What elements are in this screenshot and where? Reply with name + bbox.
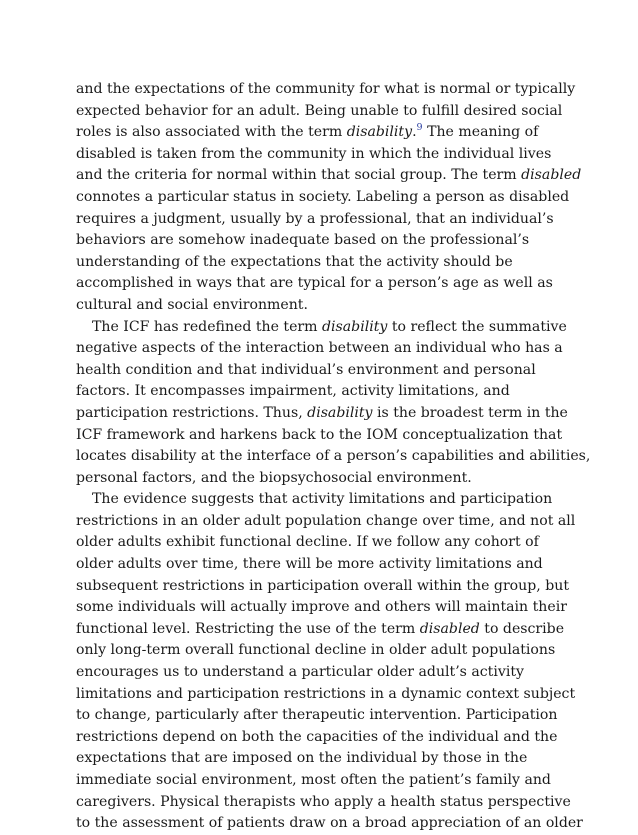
text-segment: limitations and participation restrictions in a dynamic context subject xyxy=(76,685,576,702)
text-segment: to reflect the summative xyxy=(387,318,567,335)
text-segment: accomplished in ways that are typical for a person’s age as well as xyxy=(76,275,553,292)
text-line xyxy=(76,101,566,123)
text-line xyxy=(76,381,566,403)
paragraph-3 xyxy=(76,489,583,835)
text-line xyxy=(76,792,571,814)
paragraph-2 xyxy=(76,317,591,490)
text-line xyxy=(76,554,566,576)
text-line xyxy=(76,144,566,166)
text-line xyxy=(76,489,566,511)
text-segment: caregivers. Physical therapists who apply a health status perspective xyxy=(76,793,571,810)
text-segment: understanding of the expectations that the activity should be xyxy=(76,253,513,270)
text-line xyxy=(76,230,566,252)
text-line xyxy=(76,619,566,641)
text-segment: to describe xyxy=(479,620,565,637)
italic-term: disability xyxy=(346,124,413,141)
text-segment: to change, particularly after therapeutic intervention. Participation xyxy=(76,707,558,724)
text-segment: restrictions in an older adult population change over time, and not all xyxy=(76,512,576,529)
text-segment: cultural and social environment. xyxy=(76,296,308,313)
text-line xyxy=(76,748,566,770)
text-segment: subsequent restrictions in participation overall within the group, but xyxy=(76,577,569,594)
text-line xyxy=(76,187,570,209)
text-line xyxy=(76,684,576,706)
text-segment: The ICF has redefined the term xyxy=(92,318,323,335)
document-page xyxy=(76,79,591,835)
text-line xyxy=(76,770,566,792)
text-line xyxy=(76,640,566,662)
text-segment: and the expectations of the community for what is normal or typically xyxy=(76,81,576,97)
text-line xyxy=(76,209,566,231)
italic-term: disability xyxy=(307,404,373,421)
text-segment: expected behavior for an adult. Being unable to fulfill desired social xyxy=(76,102,563,119)
text-line xyxy=(76,662,566,684)
text-segment: The meaning of xyxy=(422,124,539,141)
text-line xyxy=(76,705,566,727)
text-segment: locates disability at the interface of a person’s capabilities and abilities, xyxy=(76,448,591,465)
text-line xyxy=(76,295,566,317)
text-line xyxy=(76,403,566,425)
text-line xyxy=(76,165,582,187)
text-segment: roles is also associated with the term xyxy=(76,124,347,141)
text-line xyxy=(76,360,566,382)
text-segment: health condition and that individual’s environment and personal xyxy=(76,361,536,378)
italic-term: disabled xyxy=(419,620,480,637)
text-segment: ICF framework and harkens back to the IOM conceptualization that xyxy=(76,426,563,443)
text-segment: some individuals will actually improve and others will maintain their xyxy=(76,599,567,616)
text-line xyxy=(76,79,576,101)
text-line xyxy=(76,425,566,447)
footnote-reference-link[interactable]: 9 xyxy=(416,122,423,134)
text-segment: and the criteria for normal within that social group. The term xyxy=(76,167,522,184)
text-segment: factors. It encompasses impairment, activity limitations, and xyxy=(76,383,510,400)
text-segment: functional level. Restricting the use of the term xyxy=(76,620,420,637)
text-segment: immediate social environment, most often the patient’s family and xyxy=(76,772,551,788)
italic-term: disabled xyxy=(521,167,582,184)
text-segment: only long-term overall functional decline in older adult populations xyxy=(76,642,556,659)
text-line xyxy=(76,532,566,554)
text-segment: older adults exhibit functional decline. If we follow any cohort of xyxy=(76,534,539,551)
text-segment: to the assessment of patients draw on a broad appreciation of an older xyxy=(76,815,583,832)
text-line xyxy=(76,273,566,295)
text-segment: is the broadest term in the xyxy=(372,404,568,421)
text-line xyxy=(76,511,576,533)
text-line xyxy=(76,317,566,339)
text-segment: . xyxy=(412,124,417,141)
text-segment: behaviors are somehow inadequate based on the professional’s xyxy=(76,232,530,249)
text-line xyxy=(76,252,566,274)
text-line xyxy=(76,576,569,598)
text-segment: expectations that are imposed on the individual by those in the xyxy=(76,750,528,767)
text-segment: encourages us to understand a particular older adult’s activity xyxy=(76,664,524,681)
text-segment: restrictions depend on both the capacities of the individual and the xyxy=(76,728,558,745)
text-segment: disabled is taken from the community in which the individual lives xyxy=(76,145,552,162)
text-segment: personal factors, and the biopsychosocial environment. xyxy=(76,469,472,486)
text-segment: connotes a particular status in society. Labeling a person as disabled xyxy=(76,188,570,205)
paragraph-1 xyxy=(76,79,582,317)
text-line xyxy=(76,813,583,835)
text-segment: requires a judgment, usually by a professional, that an individual’s xyxy=(76,210,554,227)
text-segment: negative aspects of the interaction between an individual who has a xyxy=(76,340,563,357)
text-line xyxy=(76,727,566,749)
text-segment: The evidence suggests that activity limitations and participation xyxy=(92,491,553,508)
italic-term: disability xyxy=(322,318,388,335)
text-line xyxy=(76,122,566,144)
text-line xyxy=(76,597,566,619)
text-line xyxy=(76,446,591,468)
text-segment: participation restrictions. Thus, xyxy=(76,404,308,421)
text-line xyxy=(76,468,566,490)
text-line xyxy=(76,338,566,360)
text-segment: older adults over time, there will be more activity limitations and xyxy=(76,556,543,573)
